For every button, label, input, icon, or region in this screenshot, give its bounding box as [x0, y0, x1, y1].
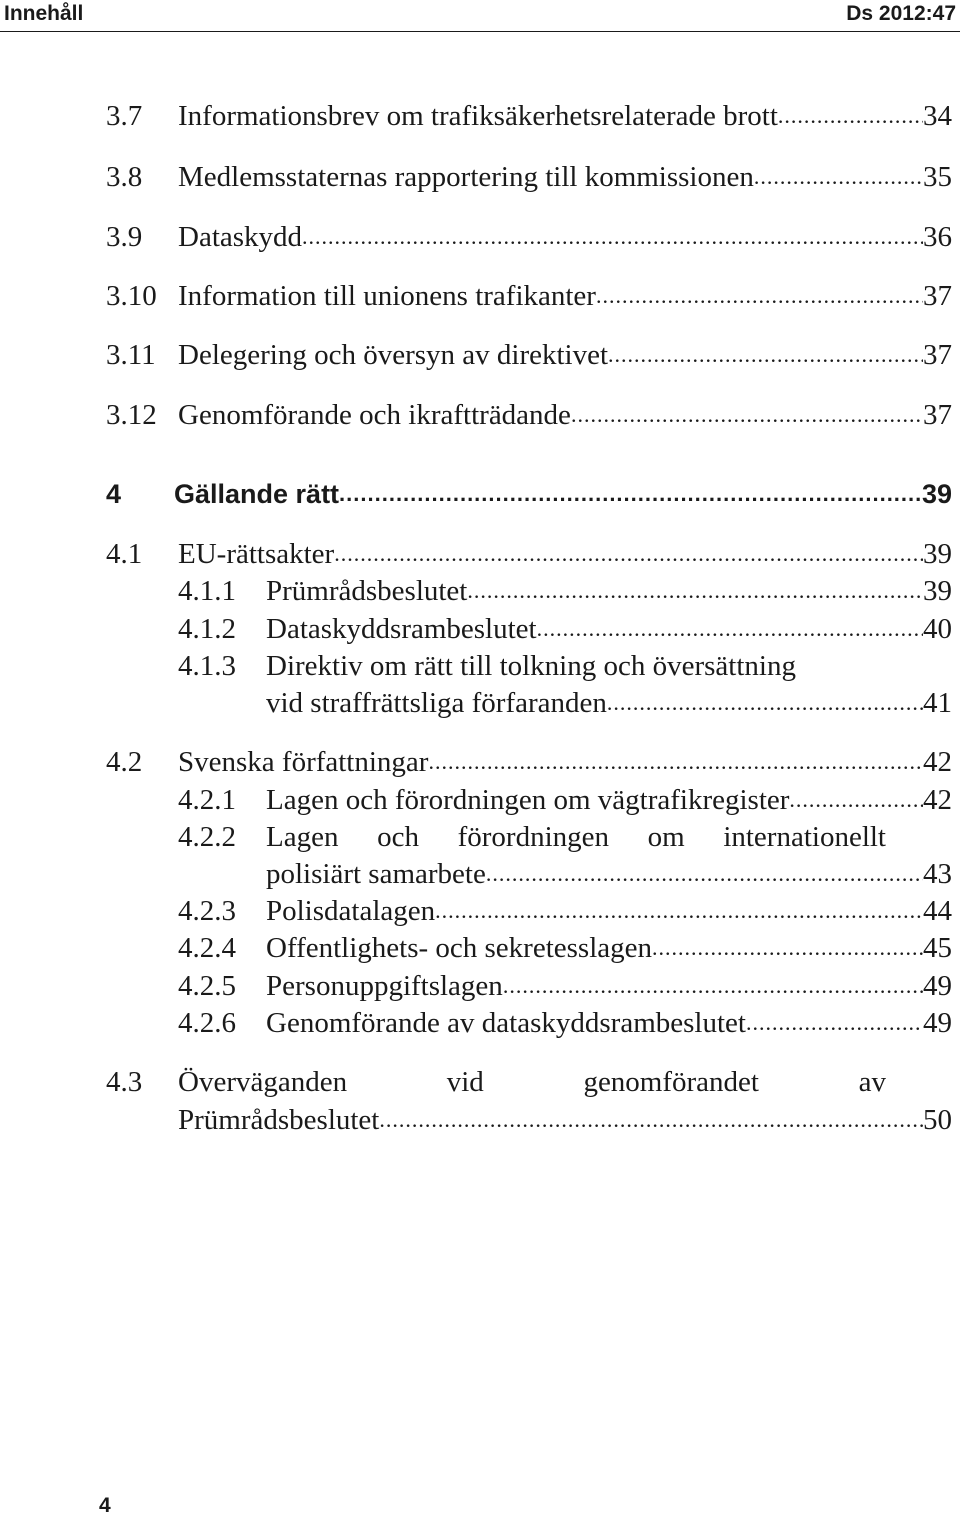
toc-entry-title: Genomförande av dataskyddsrambeslutet — [266, 1007, 746, 1039]
toc-entry-number: 4.2.4 — [178, 932, 236, 964]
dot-leader — [789, 780, 923, 820]
toc-entry-title: Delegering och översyn av direktivet — [178, 339, 609, 371]
toc-entry-title — [266, 817, 886, 857]
toc-entry — [0, 1003, 960, 1043]
toc-entry-number: 4 — [106, 479, 122, 509]
toc-title-word: vid — [446, 1066, 484, 1098]
toc-entry-number: 4.1.1 — [178, 575, 236, 607]
toc-entry-title: Information till unionens trafikanter — [178, 280, 596, 312]
toc-entry-page: 40 — [923, 613, 952, 645]
toc-entry-number: 3.8 — [106, 161, 143, 193]
toc-entry-number: 4.2.3 — [178, 895, 236, 927]
toc-entry — [0, 928, 960, 968]
toc-entry-page: 41 — [923, 687, 952, 719]
dot-leader — [571, 395, 923, 435]
toc-entry-number: 3.7 — [106, 100, 143, 132]
toc-entry-page: 39 — [923, 538, 952, 570]
toc-entry-title: Informationsbrev om trafiksäkerhetsrelaterade brott — [178, 100, 778, 132]
toc-entry-number: 4.2.1 — [178, 784, 236, 816]
toc-entry — [0, 780, 960, 820]
toc-entry-page: 42 — [923, 784, 952, 816]
toc-entry-title-line — [178, 96, 952, 136]
toc-entry-number: 3.9 — [106, 221, 143, 253]
toc-entry-title-line — [178, 276, 952, 316]
dot-leader — [778, 96, 923, 136]
dot-leader — [339, 474, 922, 514]
toc-entry-number: 4.3 — [106, 1066, 143, 1098]
toc-entry-title: Direktiv om rätt till tolkning och översättning — [266, 650, 796, 682]
toc-entry-title: Polisdatalagen — [266, 895, 436, 927]
toc-entry-page: 49 — [923, 970, 952, 1002]
dot-leader — [607, 683, 923, 723]
toc-entry-title-line — [266, 780, 952, 820]
toc-entry-page: 34 — [923, 100, 952, 132]
dot-leader — [428, 742, 923, 782]
toc-entry-title: Personuppgiftslagen — [266, 970, 503, 1002]
toc-entry-number: 4.1.3 — [178, 650, 236, 682]
toc-entry-number: 3.12 — [106, 399, 157, 431]
toc-entry-title-line — [178, 395, 952, 435]
toc-entry-page: 43 — [923, 858, 952, 890]
toc-entry-title: Genomförande och ikraftträdande — [178, 399, 571, 431]
toc-entry-page: 49 — [923, 1007, 952, 1039]
toc-entry-page: 39 — [921, 479, 952, 509]
toc-entry-title-line — [178, 157, 952, 197]
toc-entry-title-line — [266, 571, 952, 611]
toc-entry — [0, 96, 960, 136]
toc-entry-number: 4.2.6 — [178, 1007, 236, 1039]
header-section-title: Innehåll — [4, 2, 84, 25]
dot-leader — [503, 966, 923, 1006]
toc-entry — [0, 891, 960, 931]
toc-entry-number: 4.2.5 — [178, 970, 236, 1002]
toc-entry — [0, 571, 960, 611]
dot-leader — [537, 609, 923, 649]
toc-entry-page: 37 — [923, 339, 952, 371]
toc-entry — [0, 646, 960, 686]
toc-entry — [0, 534, 960, 574]
toc-entry — [0, 157, 960, 197]
toc-entry-title-cont: polisiärt samarbete — [266, 858, 486, 890]
toc-chapter-entry — [0, 474, 960, 514]
toc-entry — [0, 966, 960, 1006]
toc-entry-title: Prümrådsbeslutet — [266, 575, 468, 607]
toc-entry-title-line — [266, 683, 952, 723]
toc-entry — [0, 217, 960, 257]
toc-entry-number: 4.1.2 — [178, 613, 236, 645]
toc-entry-title-cont: vid straffrättsliga förfaranden — [266, 687, 607, 719]
toc-entry-title: Lagen och förordningen om vägtrafikregister — [266, 784, 790, 816]
dot-leader — [435, 891, 923, 931]
dot-leader — [596, 276, 923, 316]
toc-entry-number: 4.2 — [106, 746, 143, 778]
toc-entry — [0, 395, 960, 435]
toc-title-word: förordningen — [457, 821, 609, 853]
toc-entry — [0, 742, 960, 782]
toc-entry — [0, 609, 960, 649]
toc-entry-title-line — [266, 609, 952, 649]
toc-title-word: av — [858, 1066, 886, 1098]
dot-leader — [467, 571, 923, 611]
toc-entry-title: Offentlighets- och sekretesslagen — [266, 932, 653, 964]
toc-entry — [0, 1062, 960, 1102]
toc-entry-title-line — [266, 891, 952, 931]
toc-entry-number: 4.1 — [106, 538, 143, 570]
dot-leader — [746, 1003, 923, 1043]
toc-entry-title: Medlemsstaternas rapportering till kommissionen — [178, 161, 754, 193]
toc-title-word: och — [377, 821, 419, 853]
toc-entry-continuation — [0, 854, 960, 894]
toc-entry-number: 4.2.2 — [178, 821, 236, 853]
toc-entry-title-cont: Prümrådsbeslutet — [178, 1104, 380, 1136]
dot-leader — [486, 854, 923, 894]
dot-leader — [302, 217, 923, 257]
toc-title-word: Överväganden — [178, 1066, 348, 1098]
toc-entry-page: 37 — [923, 399, 952, 431]
toc-entry-title-line — [266, 966, 952, 1006]
toc-entry-title-line — [266, 854, 952, 894]
toc-entry-page: 50 — [923, 1104, 952, 1136]
toc-entry-title-line — [178, 335, 952, 375]
toc-entry-title: Gällande rätt — [174, 479, 340, 509]
toc-entry-number: 3.10 — [106, 280, 157, 312]
toc-entry-page: 42 — [923, 746, 952, 778]
toc-title-word: internationellt — [723, 821, 886, 853]
dot-leader — [608, 335, 923, 375]
dot-leader — [754, 157, 923, 197]
toc-entry-title: EU-rättsakter — [178, 538, 335, 570]
toc-entry-title-line — [178, 1100, 952, 1140]
toc-entry-continuation — [0, 1100, 960, 1140]
toc-entry-title: Dataskydd — [178, 221, 303, 253]
toc-title-word: om — [647, 821, 685, 853]
toc-entry-title-line — [178, 217, 952, 257]
toc-entry-page: 44 — [923, 895, 952, 927]
toc-entry-page: 37 — [923, 280, 952, 312]
toc-entry-continuation — [0, 683, 960, 723]
toc-entry-title-line — [178, 534, 952, 574]
dot-leader — [652, 928, 923, 968]
dot-leader — [334, 534, 923, 574]
toc-entry-title-line — [174, 474, 952, 514]
toc-entry — [0, 276, 960, 316]
dot-leader — [379, 1100, 923, 1140]
toc-entry-title: Svenska författningar — [178, 746, 429, 778]
toc-title-word: Lagen — [266, 821, 339, 853]
toc-entry-number: 3.11 — [106, 339, 156, 371]
toc-entry-page: 45 — [923, 932, 952, 964]
header-document-id: Ds 2012:47 — [846, 2, 956, 25]
toc-entry-page: 36 — [923, 221, 952, 253]
toc-entry-title-line — [266, 1003, 952, 1043]
toc-entry — [0, 817, 960, 857]
toc-entry-title — [178, 1062, 886, 1102]
page-number: 4 — [99, 1494, 111, 1517]
toc-entry-page: 39 — [923, 575, 952, 607]
toc-title-word: genomförandet — [583, 1066, 759, 1098]
toc-entry-page: 35 — [923, 161, 952, 193]
toc-entry-title: Dataskyddsrambeslutet — [266, 613, 537, 645]
toc-entry — [0, 335, 960, 375]
toc-entry-title-line — [178, 742, 952, 782]
toc-entry-title-line — [266, 928, 952, 968]
